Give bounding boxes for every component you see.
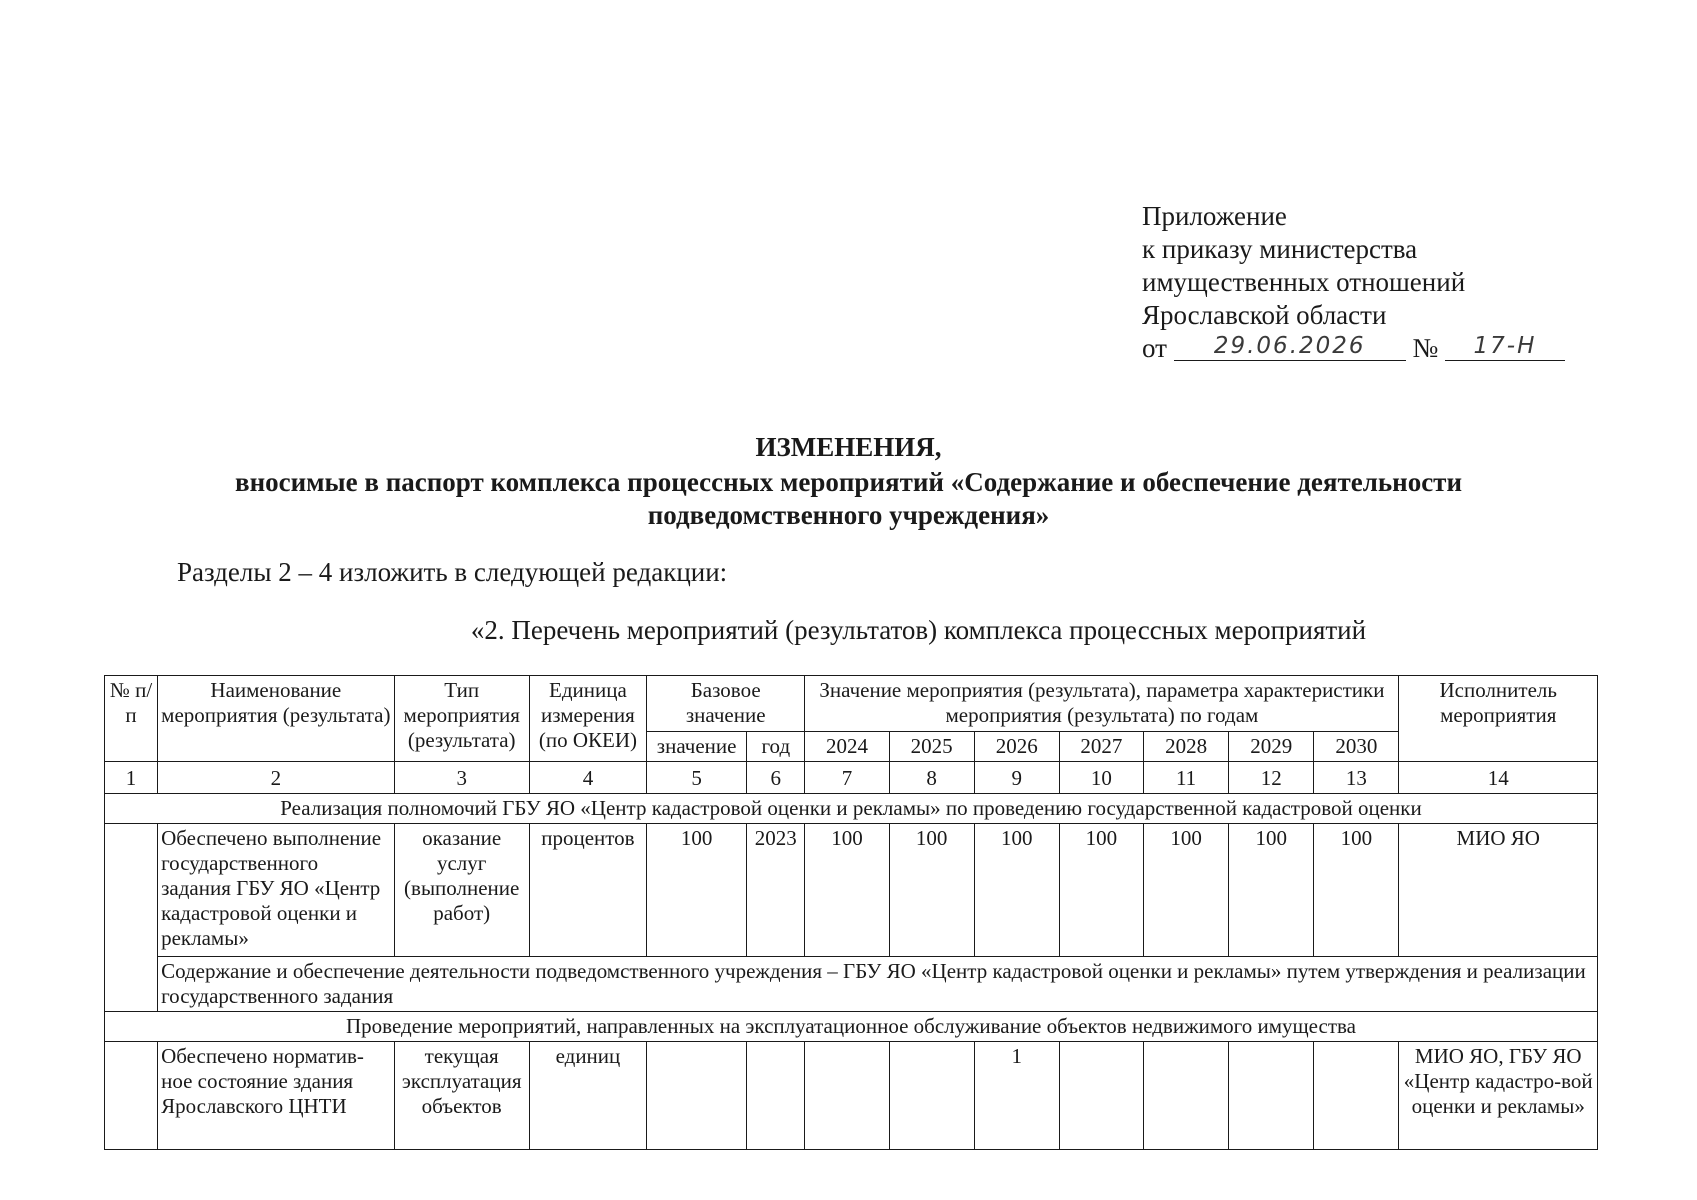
date-prefix: от — [1142, 333, 1167, 363]
column-number: 9 — [974, 762, 1059, 794]
column-number: 4 — [529, 762, 646, 794]
row-num — [105, 1042, 158, 1150]
column-number: 5 — [647, 762, 747, 794]
appendix-line-2: к приказу министерства — [1142, 234, 1418, 264]
header-year: 2030 — [1314, 732, 1399, 762]
number-field — [1445, 332, 1565, 361]
base-year: 2023 — [747, 824, 805, 957]
header-base: Базовое значение — [647, 676, 805, 732]
unit: процентов — [529, 824, 646, 957]
activity-name: Обеспечено выполнение государственного задания ГБУ ЯО «Центр кадастровой оценки и рекламы» — [158, 824, 394, 957]
year-value — [1314, 1042, 1399, 1150]
column-number: 11 — [1143, 762, 1228, 794]
document-subtitle-line-2: подведомственного учреждения» — [647, 500, 1050, 530]
header-year: 2025 — [889, 732, 974, 762]
appendix-line-3: имущественных отношений — [1142, 267, 1466, 297]
header-year: 2024 — [805, 732, 889, 762]
column-number: 7 — [805, 762, 889, 794]
header-name: Наименование мероприятия (результата) — [158, 676, 394, 762]
year-value: 100 — [1143, 824, 1228, 957]
year-value: 100 — [889, 824, 974, 957]
table-row — [105, 824, 1598, 957]
column-number-row — [105, 762, 1598, 794]
header-year: 2028 — [1143, 732, 1228, 762]
year-value: 1 — [974, 1042, 1059, 1150]
year-value — [1059, 1042, 1143, 1150]
base-value: 100 — [647, 824, 747, 957]
header-unit: Единица измерения (по ОКЕИ) — [529, 676, 646, 762]
column-number: 6 — [747, 762, 805, 794]
column-number: 3 — [394, 762, 529, 794]
year-value: 100 — [805, 824, 889, 957]
handwritten-date: 29.06.2026 — [1213, 333, 1366, 359]
unit: единиц — [529, 1042, 646, 1150]
activity-description: Содержание и обеспечение деятельности подведомственного учреждения – ГБУ ЯО «Центр кадастровой оценки и рекламы» путем утверждения и реализации государственного задания — [158, 957, 1598, 1012]
year-value — [1143, 1042, 1228, 1150]
appendix-date-line — [1142, 332, 1582, 365]
section-row-2 — [105, 1012, 1598, 1042]
header-base-year: год — [747, 732, 805, 762]
appendix-line-1: Приложение — [1142, 201, 1287, 231]
activity-type: текущая эксплуатация объектов — [394, 1042, 529, 1150]
header-base-value: значение — [647, 732, 747, 762]
document-subtitle-line-1: вносимые в паспорт комплекса процессных мероприятий «Содержание и обеспечение деятельности — [234, 467, 1462, 497]
lead-paragraph: Разделы 2 – 4 изложить в следующей редакции: — [177, 557, 728, 587]
column-number: 8 — [889, 762, 974, 794]
executor: МИО ЯО — [1399, 824, 1598, 957]
activity-type: оказание услуг (выполнение работ) — [394, 824, 529, 957]
year-value — [805, 1042, 889, 1150]
base-year — [747, 1042, 805, 1150]
year-value — [1229, 1042, 1314, 1150]
header-num: № п/п — [105, 676, 158, 762]
header-year: 2027 — [1059, 732, 1143, 762]
document-title: ИЗМЕНЕНИЯ, — [755, 432, 942, 462]
column-number: 13 — [1314, 762, 1399, 794]
header-year: 2029 — [1229, 732, 1314, 762]
header-year: 2026 — [974, 732, 1059, 762]
activity-name: Обеспечено норматив-ное состояние здания Ярославского ЦНТИ — [158, 1042, 394, 1150]
row-num — [105, 824, 158, 1012]
base-value — [647, 1042, 747, 1150]
column-number: 1 — [105, 762, 158, 794]
section-title: «2. Перечень мероприятий (результатов) комплекса процессных мероприятий — [470, 615, 1367, 645]
table-row — [105, 1042, 1598, 1150]
section-row-1 — [105, 794, 1598, 824]
activities-table — [104, 675, 1598, 1150]
date-field — [1174, 332, 1406, 361]
column-number: 12 — [1229, 762, 1314, 794]
year-value: 100 — [1229, 824, 1314, 957]
section-heading: Проведение мероприятий, направленных на эксплуатационное обслуживание объектов недвижимого имущества — [105, 1012, 1598, 1042]
year-value: 100 — [1314, 824, 1399, 957]
row-note — [105, 957, 1598, 1012]
header-values: Значение мероприятия (результата), параметра характеристики мероприятия (результата) по годам — [805, 676, 1399, 732]
year-value: 100 — [1059, 824, 1143, 957]
year-value — [889, 1042, 974, 1150]
header-executor: Исполнитель мероприятия — [1399, 676, 1598, 762]
number-prefix: № — [1412, 333, 1439, 363]
column-number: 10 — [1059, 762, 1143, 794]
appendix-line-4: Ярославской области — [1142, 300, 1387, 330]
handwritten-number: 17-Н — [1473, 333, 1537, 359]
column-number: 2 — [158, 762, 394, 794]
section-heading: Реализация полномочий ГБУ ЯО «Центр кадастровой оценки и рекламы» по проведению государственной кадастровой оценки — [105, 794, 1598, 824]
column-number: 14 — [1399, 762, 1598, 794]
executor: МИО ЯО, ГБУ ЯО «Центр кадастро-вой оценки и рекламы» — [1399, 1042, 1598, 1150]
appendix-block — [1142, 200, 1582, 365]
year-value: 100 — [974, 824, 1059, 957]
header-row-1 — [105, 676, 1598, 732]
header-type: Тип мероприятия (результата) — [394, 676, 529, 762]
